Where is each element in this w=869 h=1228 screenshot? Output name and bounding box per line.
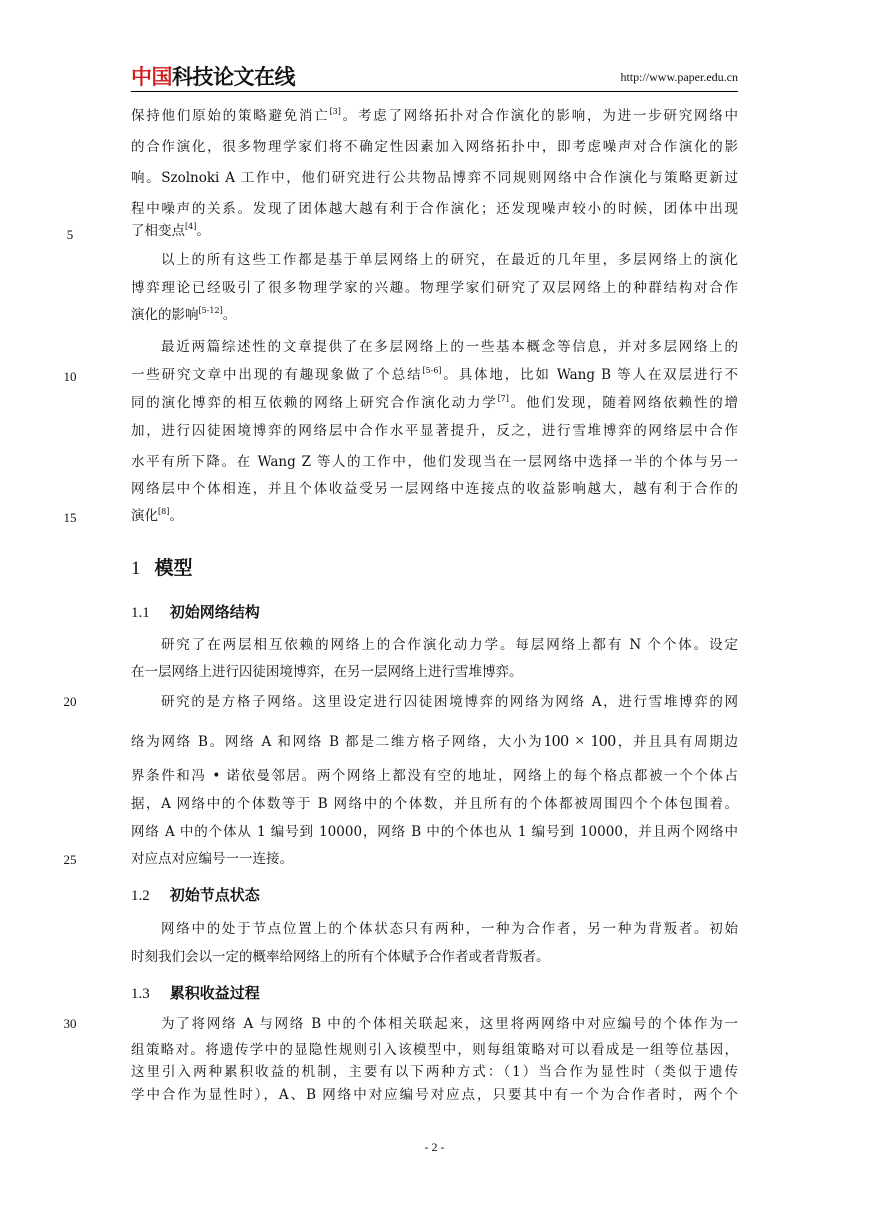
text-line: 演化的影响[5-12]。: [131, 306, 237, 323]
logo-red-text: 中国: [131, 65, 172, 89]
line-number: 20: [63, 694, 77, 709]
math-expression: 100 × 100: [543, 731, 616, 750]
page-header: [131, 64, 738, 90]
text-line: 水平有所下降。在 Wang Z 等人的工作中，他们发现当在一层网络中选择一半的个体与另一: [131, 454, 738, 470]
text-line: 以上的所有这些工作都是基于单层网络上的研究，在最近的几年里，多层网络上的演化: [161, 252, 738, 268]
citation: [4]: [185, 222, 197, 231]
text-line: 演化[8]。: [131, 507, 183, 524]
citation: [3]: [329, 107, 341, 116]
text-line: 一些研究文章中出现的有趣现象做了个总结[5-6]。具体地，比如 Wang B 等人在双层进行不: [131, 366, 739, 383]
text-line: 网络层中个体相连，并且个体收益受另一层网络中连接点的收益影响越大，越有利于合作的: [131, 481, 738, 497]
text-line: 学中合作为显性时），A、B 网络中对应编号对应点，只要其中有一个为合作者时，两个个: [131, 1087, 738, 1103]
page-number: - 2 -: [424, 1140, 445, 1154]
text-line: 在一层网络上进行囚徒困境博弈，在另一层网络上进行雪堆博弈。: [131, 664, 523, 680]
line-number: 15: [63, 510, 77, 525]
text-line: 网络 A 中的个体从 1 编号到 10000，网络 B 中的个体也从 1 编号到 10000，并且两个网络中: [131, 824, 738, 840]
text-line: 加，进行囚徒困境博弈的网络层中合作水平显著提升，反之，进行雪堆博弈的网络层中合作: [131, 423, 738, 439]
text-line: 最近两篇综述性的文章提供了在多层网络上的一些基本概念等信息，并对多层网络上的: [161, 339, 738, 355]
journal-logo: [131, 64, 295, 90]
subsection-heading: 1.2 初始节点状态: [131, 886, 260, 904]
subsection-heading: 1.1 初始网络结构: [131, 603, 260, 621]
text-line: 对应点对应编号一一连接。: [131, 851, 293, 867]
subsection-heading: 1.3 累积收益过程: [131, 984, 260, 1002]
header-rule: [131, 91, 738, 92]
text-line: 网络中的处于节点位置上的个体状态只有两种，一种为合作者，另一种为背叛者。初始: [161, 921, 738, 937]
text-line: 为了将网络 A 与网络 B 中的个体相关联起来，这里将两网络中对应编号的个体作为一: [161, 1016, 738, 1032]
header-url[interactable]: http://www.paper.edu.cn: [620, 70, 738, 84]
text-line: 博弈理论已经吸引了很多物理学家的兴趣。物理学家们研究了双层网络上的种群结构对合作: [131, 280, 738, 296]
line-number: 25: [63, 852, 77, 867]
text-line: 研究的是方格子网络。这里设定进行囚徒困境博弈的网络为网络 A，进行雪堆博弈的网: [161, 694, 738, 710]
text-line: 这里引入两种累积收益的机制，主要有以下两种方式：（1）当合作为显性时（类似于遗传: [131, 1064, 738, 1080]
text-line: 了相变点[4]。: [131, 222, 210, 239]
line-number: 10: [63, 369, 77, 384]
text-line: 保持他们原始的策略避免消亡[3]。考虑了网络拓扑对合作演化的影响，为进一步研究网络中: [131, 107, 739, 124]
text-line: 研究了在两层相互依赖的网络上的合作演化动力学。每层网络上都有 N 个个体。设定: [161, 637, 738, 653]
line-number: 5: [66, 227, 74, 242]
text-line: 界条件和冯 • 诺依曼邻居。两个网络上都没有空的地址，网络上的每个格点都被一个个体占: [131, 768, 738, 784]
citation: [5-6]: [422, 366, 442, 375]
text-line: 据，A 网络中的个体数等于 B 网络中的个体数，并且所有的个体都被周围四个个体包围着。: [131, 796, 738, 812]
logo-black-text: 科技论文在线: [172, 65, 295, 89]
line-number: 30: [63, 1016, 77, 1031]
text-line: 络为网络 B。网络 A 和网络 B 都是二维方格子网络，大小为100 × 100，并且具有周期边: [131, 731, 739, 750]
citation: [8]: [158, 507, 170, 516]
text-line: 时刻我们会以一定的概率给网络上的所有个体赋予合作者或者背叛者。: [131, 949, 550, 965]
text-line: 的合作演化，很多物理学家们将不确定性因素加入网络拓扑中，即考虑噪声对合作演化的影: [131, 139, 738, 155]
text-line: 程中噪声的关系。发现了团体越大越有利于合作演化；还发现噪声较小的时候，团体中出现: [131, 201, 738, 217]
citation: [5-12]: [198, 306, 223, 315]
section-heading: 1 模型: [131, 557, 193, 579]
text-line: 组策略对。将遗传学中的显隐性规则引入该模型中，则每组策略对可以看成是一组等位基因，: [131, 1042, 738, 1058]
text-line: 响。Szolnoki A 工作中，他们研究进行公共物品博弈不同规则网络中合作演化与策略更新过: [131, 170, 738, 186]
citation: [7]: [497, 394, 509, 403]
text-line: 同的演化博弈的相互依赖的网络上研究合作演化动力学[7]。他们发现，随着网络依赖性的增: [131, 394, 739, 411]
